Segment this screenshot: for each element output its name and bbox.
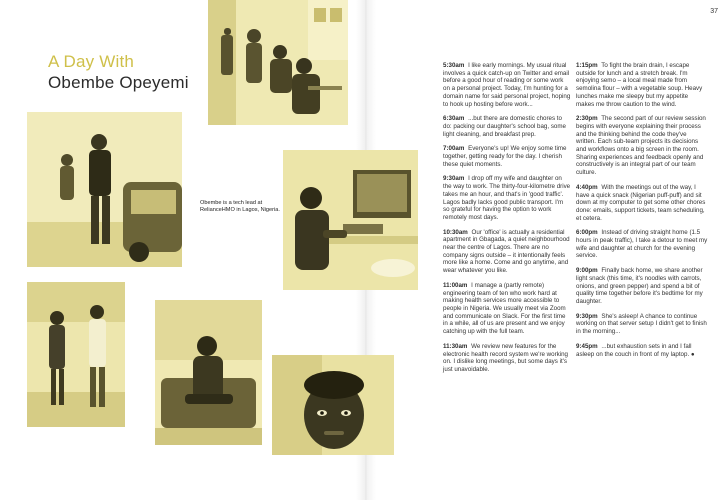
entry-text: I like early mornings. My usual ritual involves a quick catch-up on Twitter and email before a good hour of reading or some work on a personal project. Today, I'm hunting for a domain name for said personal project, hoping to hook up hosting before work... [443,62,571,108]
by-car-illustration [27,112,182,267]
schedule-entry [576,62,708,108]
entry-time: 9:30am [443,175,465,183]
entry-text: With the meetings out of the way, I have a quick snack (Nigerian puff-puff) and sit down at my computer to get some other chores done: emails, support tickets, team scheduling, et cetera. [576,183,706,222]
at-desk-illustration [283,150,418,290]
entry-time: 5:30am [443,62,465,69]
entry-text: ...but there are domestic chores to do: packing our daughter's school bag, some light cleaning, and breakfast prep. [443,115,566,138]
entry-text: I drop off my wife and daughter on the way to work. The thirty-four-kilometre drive takes me an hour, and that's in 'good traffic'. Lagos badly lacks good public transport. I'm so grateful for having the option to work remotely most days. [443,175,571,221]
entry-time: 9:30pm [576,312,598,320]
title-name: Obembe Opeyemi [48,73,189,92]
photo-on-couch [155,300,262,445]
title-kicker: A Day With [48,52,135,71]
entry-text: We review new features for the electronic health record system we're working on. I dislike long meetings, but some days it's just unavoidable. [443,342,568,373]
schedule-entry [443,229,571,275]
photo-selfie [272,355,394,455]
schedule-entry [576,229,708,260]
entry-time: 10:30am [443,228,468,236]
schedule-entry [443,62,571,108]
entry-time: 9:45pm [576,342,598,350]
photo-by-car [27,112,182,267]
entry-text: To fight the brain drain, I escape outside for lunch and a stretch break. I'm enjoying semo – a local meal made from semolina flour – with a vegetable soup. Heavy lunches make me sleepy but my appetite makes me throw caution to the wind. [576,62,703,108]
photo-caption: Obembe is a tech lead at RelianceHMO in Lagos, Nigeria. [200,200,280,213]
entry-time: 9:00pm [576,267,598,275]
entry-time: 11:00am [443,281,468,289]
entry-text: Finally back home, we share another light snack (this time, it's noodles with carrots, onions, and green pepper) and spend a bit of quality time together before it's bedtime for my daughter. [576,267,703,305]
entry-time: 6:00pm [576,229,598,237]
entry-time: 7:00am [443,145,465,153]
entry-time: 6:30am [443,115,465,123]
team-meeting-illustration [208,0,348,125]
photo-team-meeting [208,0,348,125]
entry-time: 1:15pm [576,62,598,69]
schedule-entry [576,343,708,358]
article-title [48,52,189,93]
entry-text: She's asleep! A chance to continue working on that server setup I didn't get to finish in the morning... [576,312,707,336]
photo-two-men-talking [27,282,125,427]
schedule-entry [576,115,708,177]
two-men-illustration [27,282,125,427]
entry-text: ...but exhaustion sets in and I fall asleep on the couch in front of my laptop. ● [576,342,695,358]
entry-text: Our 'office' is actually a residential apartment in Gbagada, a quiet neighbourhood near the centre of Lagos. There are no company signs outside – it intentionally feels more like a home. Come and go anytime, and wear whatever you like. [443,228,570,275]
on-couch-illustration [155,300,262,445]
schedule-entry [443,115,571,138]
photo-at-desk [283,150,418,290]
schedule-entry [576,313,708,336]
entry-time: 4:40pm [576,183,598,191]
schedule-entry [443,282,571,336]
entry-text: Instead of driving straight home (1.5 hours in peak traffic), I take a detour to meet my wife and daughter at church for the evening service. [576,229,708,260]
selfie-illustration [272,355,394,455]
schedule-column-2 [576,62,708,365]
schedule-entry [576,184,708,223]
entry-text: The second part of our review session begins with everyone explaining their process and the thinking behind the code they've written. Each sub-team projects its decisions and workflows onto a big screen in the room. Sharing experiences and feedback openly and constructively is an integral part of our team culture. [576,115,706,177]
entry-text: Everyone's up! We enjoy some time together, getting ready for the day. I cherish these quiet moments. [443,145,567,168]
schedule-column-1 [443,62,571,381]
entry-text: I manage a (partly remote) engineering team of ten who work hard at making health services more accessible to people in Nigeria. We usually meet via Zoom and communicate on Slack. For the first time in a while, all of us are present and we enjoy catching up with the full team. [443,281,566,336]
schedule-entry [576,267,708,306]
entry-time: 2:30pm [576,115,598,123]
schedule-entry [443,175,571,221]
page-number: 37 [710,8,718,15]
schedule-entry [443,343,571,374]
entry-time: 11:30am [443,342,468,350]
schedule-entry [443,145,571,168]
